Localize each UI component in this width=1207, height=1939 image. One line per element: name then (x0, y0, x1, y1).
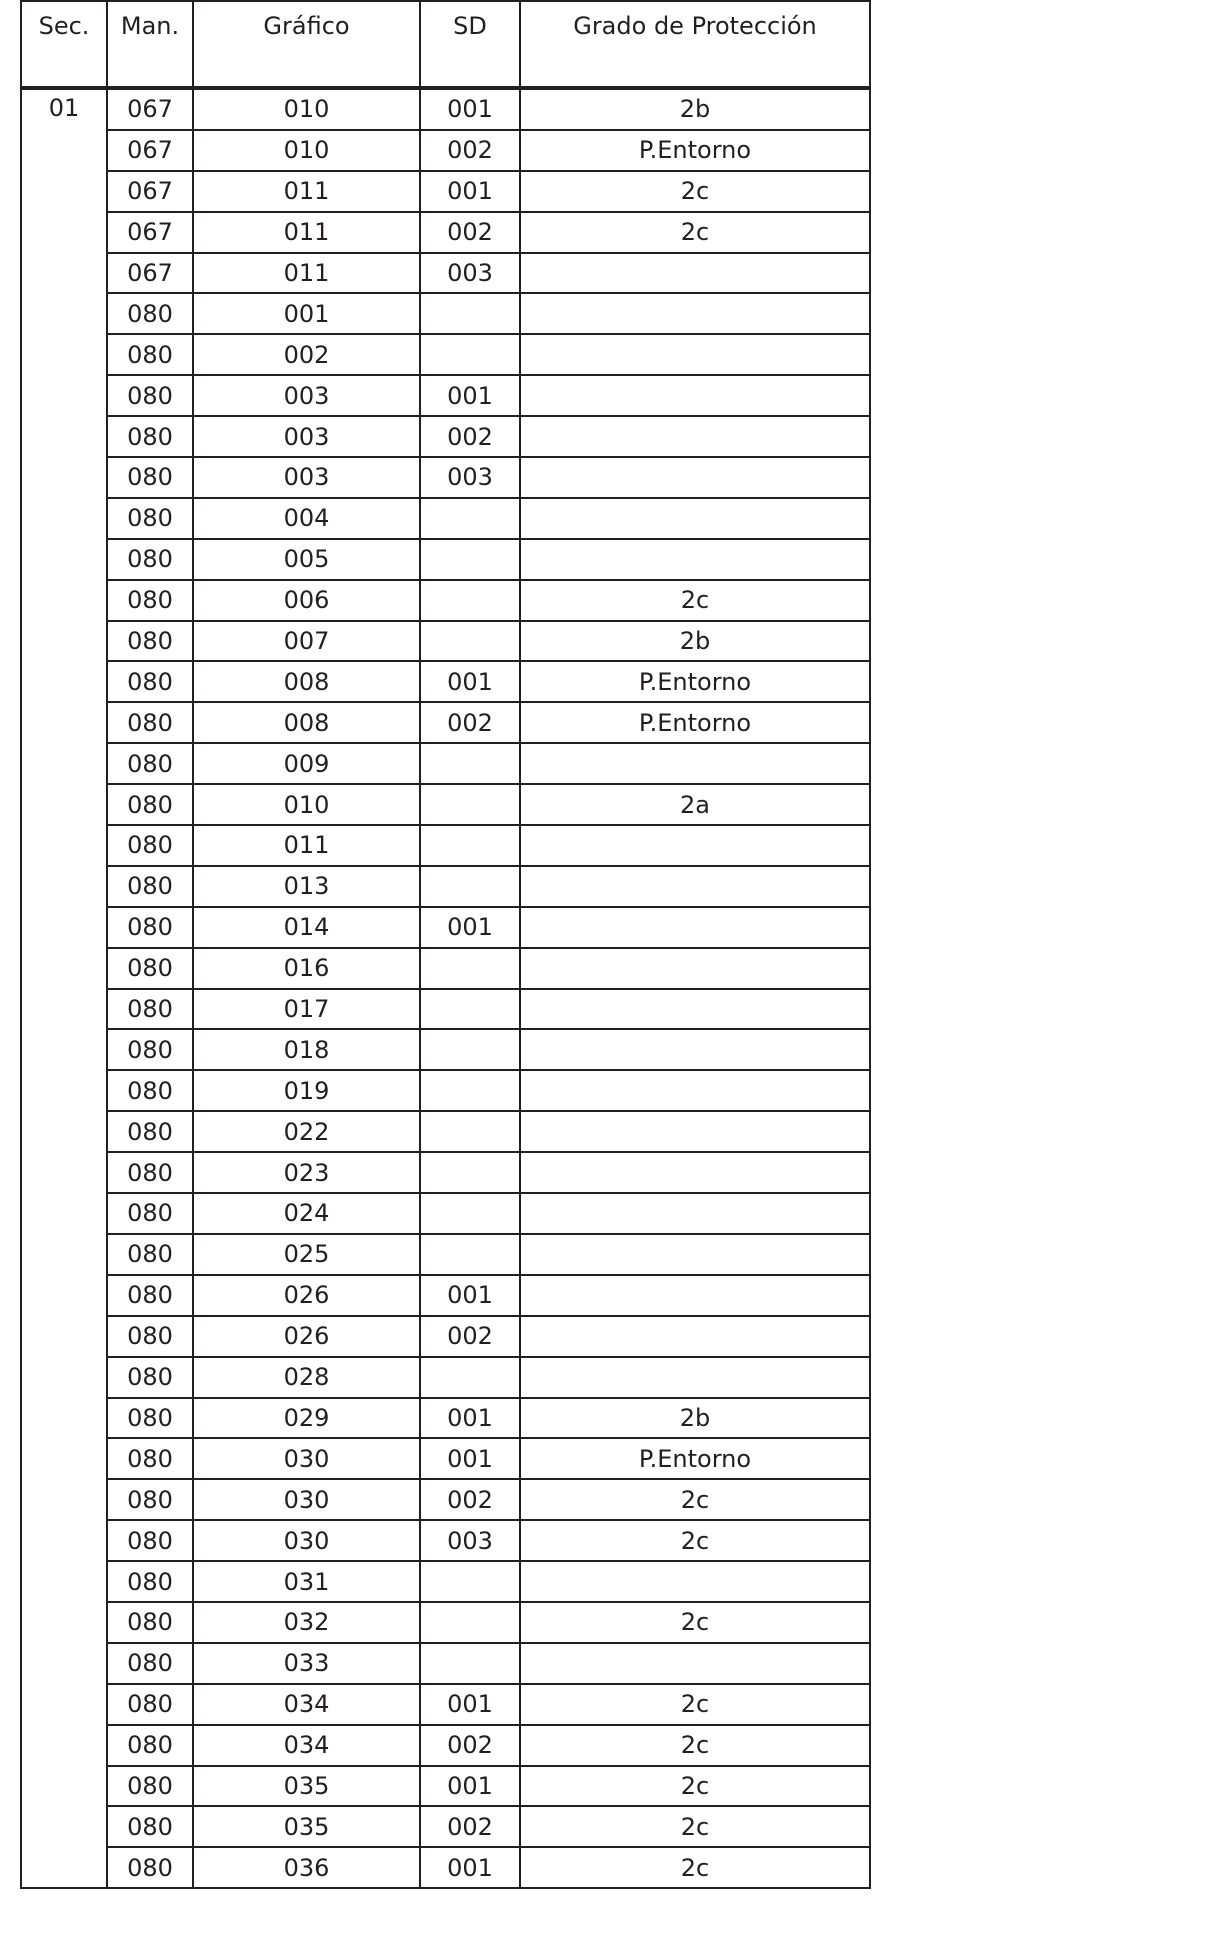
cell-man: 080 (107, 1152, 193, 1193)
table-row (21, 171, 870, 212)
header-sec: Sec. (21, 1, 107, 87)
cell-sec (21, 907, 107, 948)
cell-sec (21, 293, 107, 334)
cell-grado: 2c (520, 1602, 870, 1643)
table-row (21, 1111, 870, 1152)
cell-grafico: 032 (193, 1602, 420, 1643)
cell-grafico: 035 (193, 1766, 420, 1807)
table-row (21, 866, 870, 907)
cell-grafico: 006 (193, 580, 420, 621)
cell-grafico: 008 (193, 702, 420, 743)
cell-sec (21, 1602, 107, 1643)
cell-man: 080 (107, 334, 193, 375)
cell-sd (420, 1029, 520, 1070)
cell-sec (21, 1806, 107, 1847)
cell-sec (21, 1070, 107, 1111)
cell-grafico: 034 (193, 1725, 420, 1766)
cell-sd (420, 948, 520, 989)
cell-man: 080 (107, 1561, 193, 1602)
cell-grafico: 024 (193, 1193, 420, 1234)
cell-sec (21, 212, 107, 253)
table-row (21, 457, 870, 498)
cell-man: 080 (107, 825, 193, 866)
cell-sd: 002 (420, 1725, 520, 1766)
cell-grado: 2b (520, 89, 870, 130)
cell-sec (21, 1847, 107, 1888)
cell-man: 080 (107, 1029, 193, 1070)
table-row (21, 212, 870, 253)
cell-sd: 003 (420, 1520, 520, 1561)
cell-grado (520, 539, 870, 580)
cell-sd: 003 (420, 253, 520, 294)
cell-grafico: 017 (193, 989, 420, 1030)
cell-grado (520, 416, 870, 457)
cell-man: 067 (107, 130, 193, 171)
cell-grafico: 003 (193, 457, 420, 498)
cell-sec (21, 1234, 107, 1275)
cell-grado (520, 457, 870, 498)
cell-man: 080 (107, 989, 193, 1030)
cell-grado: 2c (520, 1520, 870, 1561)
cell-sec (21, 1643, 107, 1684)
cell-sec (21, 1725, 107, 1766)
cell-sec (21, 1684, 107, 1725)
cell-grafico: 008 (193, 661, 420, 702)
cell-grafico: 010 (193, 89, 420, 130)
table-row (21, 1070, 870, 1111)
cell-sd (420, 580, 520, 621)
cell-man: 080 (107, 1520, 193, 1561)
cell-sec (21, 1152, 107, 1193)
cell-grafico: 018 (193, 1029, 420, 1070)
cell-sec (21, 621, 107, 662)
cell-sd: 001 (420, 1438, 520, 1479)
cell-man: 080 (107, 1438, 193, 1479)
cell-sd (420, 866, 520, 907)
cell-man: 080 (107, 580, 193, 621)
cell-sd (420, 1357, 520, 1398)
cell-sd: 001 (420, 907, 520, 948)
cell-sec (21, 784, 107, 825)
table-header (21, 1, 870, 89)
table-row (21, 1561, 870, 1602)
cell-grafico: 007 (193, 621, 420, 662)
header-grado: Grado de Protección (520, 1, 870, 87)
cell-sec (21, 661, 107, 702)
cell-sd (420, 743, 520, 784)
cell-grado: P.Entorno (520, 661, 870, 702)
cell-sec (21, 825, 107, 866)
cell-sd: 002 (420, 702, 520, 743)
cell-grado (520, 1316, 870, 1357)
cell-sec (21, 1275, 107, 1316)
cell-sec (21, 1766, 107, 1807)
cell-grado: 2b (520, 1398, 870, 1439)
cell-grafico: 004 (193, 498, 420, 539)
cell-grado: 2a (520, 784, 870, 825)
table-row (21, 1806, 870, 1847)
cell-grado (520, 1234, 870, 1275)
cell-grafico: 023 (193, 1152, 420, 1193)
cell-grafico: 001 (193, 293, 420, 334)
cell-man: 080 (107, 784, 193, 825)
cell-man: 080 (107, 1806, 193, 1847)
table-row (21, 784, 870, 825)
cell-grafico: 026 (193, 1275, 420, 1316)
cell-sec (21, 1193, 107, 1234)
table-row (21, 130, 870, 171)
table-row (21, 498, 870, 539)
cell-man: 080 (107, 661, 193, 702)
cell-sd: 002 (420, 1316, 520, 1357)
cell-grafico: 014 (193, 907, 420, 948)
cell-grado (520, 989, 870, 1030)
cell-sec: 01 (21, 89, 107, 130)
cell-grafico: 005 (193, 539, 420, 580)
table-row (21, 416, 870, 457)
cell-grado (520, 1111, 870, 1152)
cell-grafico: 028 (193, 1357, 420, 1398)
table-row (21, 293, 870, 334)
cell-sd (420, 293, 520, 334)
cell-sd (420, 989, 520, 1030)
cell-grafico: 003 (193, 416, 420, 457)
table-row (21, 1193, 870, 1234)
cell-sec (21, 1357, 107, 1398)
cell-grafico: 025 (193, 1234, 420, 1275)
cell-sec (21, 702, 107, 743)
table-row (21, 1316, 870, 1357)
table-row (21, 948, 870, 989)
table-row (21, 1275, 870, 1316)
table-row (21, 1602, 870, 1643)
cell-sec (21, 948, 107, 989)
cell-sd (420, 334, 520, 375)
cell-grado: 2c (520, 1684, 870, 1725)
cell-sd (420, 825, 520, 866)
cell-grafico: 009 (193, 743, 420, 784)
cell-man: 080 (107, 1275, 193, 1316)
table-row (21, 253, 870, 294)
table-row (21, 621, 870, 662)
cell-sd: 001 (420, 1398, 520, 1439)
cell-grafico: 036 (193, 1847, 420, 1888)
cell-grado (520, 1029, 870, 1070)
cell-grado: 2c (520, 580, 870, 621)
cell-grafico: 029 (193, 1398, 420, 1439)
table-row (21, 1152, 870, 1193)
cell-grafico: 019 (193, 1070, 420, 1111)
cell-grado (520, 1357, 870, 1398)
cell-grado: 2c (520, 171, 870, 212)
table-row (21, 1643, 870, 1684)
cell-grafico: 011 (193, 171, 420, 212)
cell-sd: 002 (420, 1806, 520, 1847)
cell-sec (21, 743, 107, 784)
cell-grado (520, 743, 870, 784)
cell-sec (21, 1398, 107, 1439)
cell-grado (520, 293, 870, 334)
cell-man: 067 (107, 89, 193, 130)
cell-grafico: 030 (193, 1479, 420, 1520)
cell-sd: 001 (420, 1684, 520, 1725)
cell-sd: 001 (420, 1766, 520, 1807)
cell-grado (520, 907, 870, 948)
cell-sd: 002 (420, 130, 520, 171)
cell-sd (420, 1561, 520, 1602)
table-row (21, 89, 870, 130)
cell-man: 080 (107, 1725, 193, 1766)
cell-sec (21, 375, 107, 416)
cell-grafico: 026 (193, 1316, 420, 1357)
cell-man: 080 (107, 375, 193, 416)
cell-man: 080 (107, 907, 193, 948)
cell-grafico: 011 (193, 825, 420, 866)
cell-man: 080 (107, 702, 193, 743)
cell-sd: 001 (420, 89, 520, 130)
cell-sec (21, 1479, 107, 1520)
cell-man: 080 (107, 866, 193, 907)
cell-grafico: 031 (193, 1561, 420, 1602)
cell-grado: 2c (520, 1479, 870, 1520)
cell-sec (21, 416, 107, 457)
cell-grado (520, 1561, 870, 1602)
table-row (21, 989, 870, 1030)
cell-man: 067 (107, 212, 193, 253)
header-sd: SD (420, 1, 520, 87)
cell-man: 080 (107, 1111, 193, 1152)
cell-sec (21, 1111, 107, 1152)
cell-grafico: 011 (193, 212, 420, 253)
table-row (21, 661, 870, 702)
cell-grado (520, 866, 870, 907)
table-row (21, 1479, 870, 1520)
table-row (21, 1725, 870, 1766)
cell-man: 080 (107, 1193, 193, 1234)
cell-grado (520, 825, 870, 866)
cell-man: 080 (107, 621, 193, 662)
cell-sd: 001 (420, 375, 520, 416)
table-row (21, 375, 870, 416)
cell-sd: 001 (420, 1847, 520, 1888)
protection-table (20, 0, 871, 1889)
cell-man: 080 (107, 743, 193, 784)
cell-grafico: 010 (193, 784, 420, 825)
cell-sd: 002 (420, 212, 520, 253)
cell-grado: 2c (520, 1806, 870, 1847)
table-row (21, 1234, 870, 1275)
cell-sec (21, 457, 107, 498)
cell-grafico: 003 (193, 375, 420, 416)
cell-man: 067 (107, 171, 193, 212)
cell-grado: P.Entorno (520, 702, 870, 743)
cell-man: 080 (107, 457, 193, 498)
cell-man: 080 (107, 293, 193, 334)
cell-sec (21, 1520, 107, 1561)
cell-grado: 2c (520, 212, 870, 253)
cell-man: 080 (107, 1602, 193, 1643)
cell-grafico: 010 (193, 130, 420, 171)
table-row (21, 1029, 870, 1070)
cell-grafico: 033 (193, 1643, 420, 1684)
cell-grado: 2c (520, 1847, 870, 1888)
cell-grado: 2c (520, 1725, 870, 1766)
cell-sec (21, 334, 107, 375)
table-row (21, 1847, 870, 1888)
cell-sd (420, 784, 520, 825)
cell-grafico: 011 (193, 253, 420, 294)
cell-sd: 001 (420, 661, 520, 702)
cell-sd (420, 1111, 520, 1152)
header-man: Man. (107, 1, 193, 87)
cell-man: 080 (107, 1847, 193, 1888)
cell-grado: 2b (520, 621, 870, 662)
table-row (21, 580, 870, 621)
cell-man: 080 (107, 1357, 193, 1398)
cell-sec (21, 539, 107, 580)
cell-grafico: 030 (193, 1438, 420, 1479)
table-row (21, 907, 870, 948)
table-row (21, 1766, 870, 1807)
cell-sd: 003 (420, 457, 520, 498)
cell-sd (420, 621, 520, 662)
table-row (21, 334, 870, 375)
cell-sec (21, 580, 107, 621)
header-row (21, 1, 870, 87)
cell-sd (420, 539, 520, 580)
cell-man: 080 (107, 1070, 193, 1111)
cell-sd: 002 (420, 1479, 520, 1520)
cell-sec (21, 1438, 107, 1479)
cell-man: 080 (107, 498, 193, 539)
cell-man: 080 (107, 948, 193, 989)
table-row (21, 1357, 870, 1398)
cell-sec (21, 253, 107, 294)
cell-man: 080 (107, 1398, 193, 1439)
cell-sd (420, 1070, 520, 1111)
cell-grado (520, 375, 870, 416)
cell-sd: 001 (420, 1275, 520, 1316)
cell-man: 080 (107, 1234, 193, 1275)
cell-grafico: 016 (193, 948, 420, 989)
cell-sd (420, 1234, 520, 1275)
table-row (21, 1520, 870, 1561)
cell-man: 080 (107, 416, 193, 457)
cell-sd (420, 1152, 520, 1193)
cell-man: 080 (107, 539, 193, 580)
cell-man: 080 (107, 1684, 193, 1725)
cell-grado (520, 1193, 870, 1234)
cell-sd: 001 (420, 171, 520, 212)
cell-sec (21, 1029, 107, 1070)
table-row (21, 1438, 870, 1479)
cell-grado (520, 334, 870, 375)
cell-grafico: 002 (193, 334, 420, 375)
cell-grado: P.Entorno (520, 1438, 870, 1479)
table-row (21, 1398, 870, 1439)
cell-grado: P.Entorno (520, 130, 870, 171)
table-row (21, 1684, 870, 1725)
cell-grado: 2c (520, 1766, 870, 1807)
cell-sec (21, 989, 107, 1030)
cell-sec (21, 498, 107, 539)
cell-grado (520, 1275, 870, 1316)
cell-grado (520, 1152, 870, 1193)
cell-grafico: 035 (193, 1806, 420, 1847)
cell-man: 080 (107, 1643, 193, 1684)
cell-grafico: 022 (193, 1111, 420, 1152)
cell-grado (520, 1070, 870, 1111)
cell-sec (21, 1316, 107, 1357)
cell-sec (21, 130, 107, 171)
cell-sec (21, 866, 107, 907)
cell-sec (21, 171, 107, 212)
table-row (21, 539, 870, 580)
cell-grafico: 030 (193, 1520, 420, 1561)
cell-grado (520, 498, 870, 539)
table-row (21, 825, 870, 866)
cell-man: 080 (107, 1766, 193, 1807)
cell-sd (420, 1193, 520, 1234)
cell-sd (420, 498, 520, 539)
header-grafico: Gráfico (193, 1, 420, 87)
cell-sd (420, 1643, 520, 1684)
cell-man: 080 (107, 1479, 193, 1520)
cell-grafico: 034 (193, 1684, 420, 1725)
cell-man: 067 (107, 253, 193, 294)
cell-sd: 002 (420, 416, 520, 457)
table-row (21, 743, 870, 784)
cell-sd (420, 1602, 520, 1643)
cell-man: 080 (107, 1316, 193, 1357)
table-body (21, 89, 870, 1888)
cell-grado (520, 948, 870, 989)
table-row (21, 702, 870, 743)
cell-sec (21, 1561, 107, 1602)
cell-grafico: 013 (193, 866, 420, 907)
cell-grado (520, 253, 870, 294)
cell-grado (520, 1643, 870, 1684)
